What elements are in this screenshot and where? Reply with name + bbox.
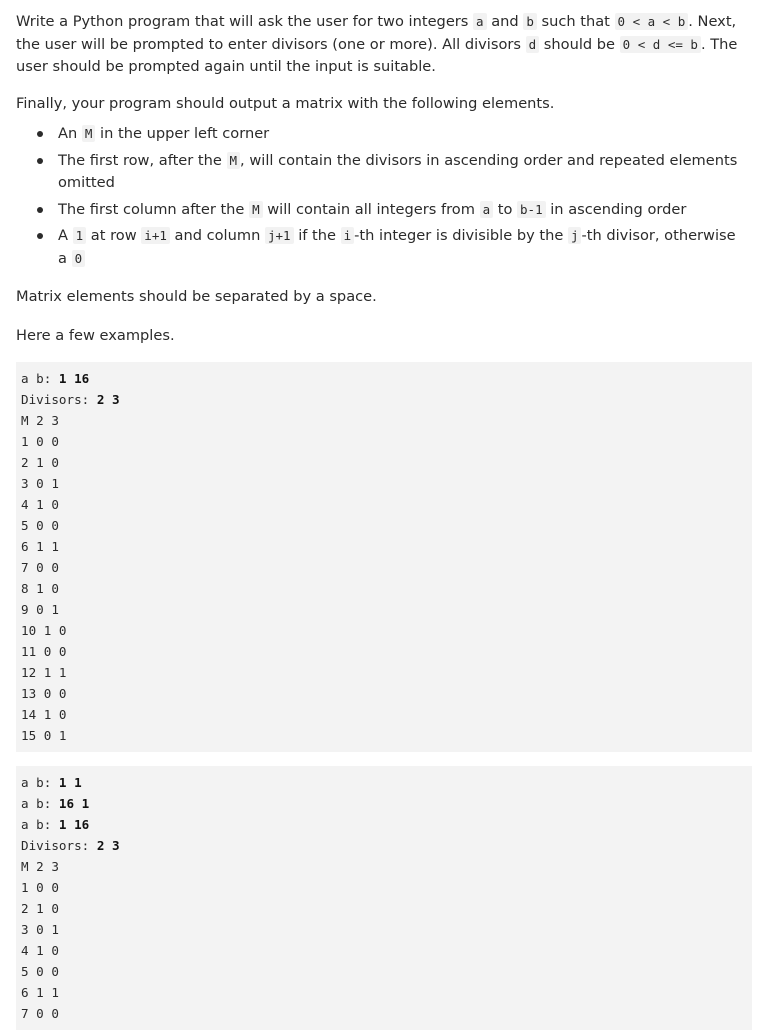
inline-code: 0 < a < b bbox=[615, 13, 689, 30]
text: -th integer is divisible by the bbox=[354, 227, 568, 244]
matrix-row: 2 1 0 bbox=[21, 901, 59, 916]
inline-code: M bbox=[227, 152, 241, 169]
example-2-code-block bbox=[16, 766, 752, 1030]
matrix-row: 15 0 1 bbox=[21, 728, 67, 743]
prompt-text: a b: bbox=[21, 796, 59, 811]
matrix-row: 7 0 0 bbox=[21, 1006, 59, 1021]
matrix-row: 12 1 1 bbox=[21, 665, 67, 680]
text: at row bbox=[86, 227, 142, 244]
text: . The user should be prompted again until the input is suitable. bbox=[16, 35, 738, 75]
matrix-row: 11 0 0 bbox=[21, 644, 67, 659]
inline-code: j+1 bbox=[265, 227, 294, 244]
matrix-row: 9 0 1 bbox=[21, 602, 59, 617]
example-1-code-block bbox=[16, 362, 752, 752]
matrix-row: 3 0 1 bbox=[21, 922, 59, 937]
matrix-row: 2 1 0 bbox=[21, 455, 59, 470]
inline-code: i bbox=[341, 227, 355, 244]
user-input: 16 1 bbox=[58, 796, 90, 811]
list-item bbox=[58, 150, 748, 195]
text: , will contain the divisors in ascending order and repeated elements omitted bbox=[58, 151, 738, 191]
inline-code: 0 bbox=[72, 250, 86, 267]
inline-code: b-1 bbox=[517, 201, 546, 218]
inline-code: 0 < d <= b bbox=[620, 36, 701, 53]
matrix-row: 1 0 0 bbox=[21, 880, 59, 895]
intro-paragraph bbox=[16, 11, 748, 79]
matrix-row: 5 0 0 bbox=[21, 518, 59, 533]
user-input: 1 1 bbox=[58, 775, 82, 790]
text: . Next, the user will be prompted to enter divisors (one or more). All divisors bbox=[16, 13, 737, 53]
requirements-list bbox=[16, 123, 748, 270]
inline-code: a bbox=[473, 13, 487, 30]
user-input: 1 16 bbox=[58, 817, 90, 832]
prompt-line bbox=[21, 389, 746, 410]
prompt-text: a b: bbox=[21, 817, 59, 832]
text: should be bbox=[539, 35, 620, 53]
text: -th divisor, otherwise a bbox=[58, 227, 736, 267]
matrix-row: 1 0 0 bbox=[21, 434, 59, 449]
prompt-text: a b: bbox=[21, 775, 59, 790]
prompt-line bbox=[21, 835, 746, 856]
text: in ascending order bbox=[545, 200, 687, 218]
matrix-row: 7 0 0 bbox=[21, 560, 59, 575]
inline-code: 1 bbox=[73, 227, 87, 244]
text: to bbox=[493, 200, 518, 218]
text: and bbox=[486, 13, 524, 30]
matrix-row: 14 1 0 bbox=[21, 707, 67, 722]
matrix-row: 6 1 1 bbox=[21, 985, 59, 1000]
list-item bbox=[58, 225, 748, 270]
prompt-text: Divisors: bbox=[21, 392, 97, 407]
inline-code: b bbox=[523, 13, 537, 30]
user-input: 2 3 bbox=[96, 838, 120, 853]
list-item bbox=[58, 123, 748, 146]
text: if the bbox=[293, 227, 341, 244]
prompt-line bbox=[21, 793, 746, 814]
matrix-row: 4 1 0 bbox=[21, 497, 59, 512]
text: in the upper left corner bbox=[95, 125, 270, 142]
user-input: 1 16 bbox=[58, 371, 90, 386]
inline-code: M bbox=[249, 201, 263, 218]
separator-paragraph: Matrix elements should be separated by a space. bbox=[16, 288, 377, 305]
text: such that bbox=[536, 13, 615, 30]
matrix-row: 5 0 0 bbox=[21, 964, 59, 979]
prompt-text: Divisors: bbox=[21, 838, 97, 853]
inline-code: M bbox=[82, 125, 96, 142]
matrix-row: 10 1 0 bbox=[21, 623, 67, 638]
prompt-line bbox=[21, 368, 746, 389]
text: The first row, after the bbox=[58, 151, 227, 169]
matrix-row: 4 1 0 bbox=[21, 943, 59, 958]
inline-code: i+1 bbox=[141, 227, 170, 244]
matrix-row: 13 0 0 bbox=[21, 686, 67, 701]
prompt-line bbox=[21, 814, 746, 835]
inline-code: d bbox=[526, 36, 540, 53]
text: The first column after the bbox=[58, 200, 250, 218]
finally-paragraph: Finally, your program should output a matrix with the following elements. bbox=[16, 94, 555, 112]
matrix-row: 3 0 1 bbox=[21, 476, 59, 491]
prompt-line bbox=[21, 772, 746, 793]
matrix-row: 6 1 1 bbox=[21, 539, 59, 554]
matrix-row: M 2 3 bbox=[21, 859, 59, 874]
inline-code: a bbox=[480, 201, 494, 218]
text: A bbox=[58, 227, 73, 244]
text: An bbox=[58, 125, 82, 142]
user-input: 2 3 bbox=[96, 392, 120, 407]
examples-paragraph: Here a few examples. bbox=[16, 326, 175, 344]
matrix-row: 8 1 0 bbox=[21, 581, 59, 596]
list-item bbox=[58, 199, 748, 222]
prompt-text: a b: bbox=[21, 371, 59, 386]
matrix-row: M 2 3 bbox=[21, 413, 59, 428]
text: Write a Python program that will ask the user for two integers bbox=[16, 13, 474, 30]
inline-code: j bbox=[568, 227, 582, 244]
text: will contain all integers from bbox=[262, 200, 480, 218]
text: and column bbox=[169, 227, 265, 244]
